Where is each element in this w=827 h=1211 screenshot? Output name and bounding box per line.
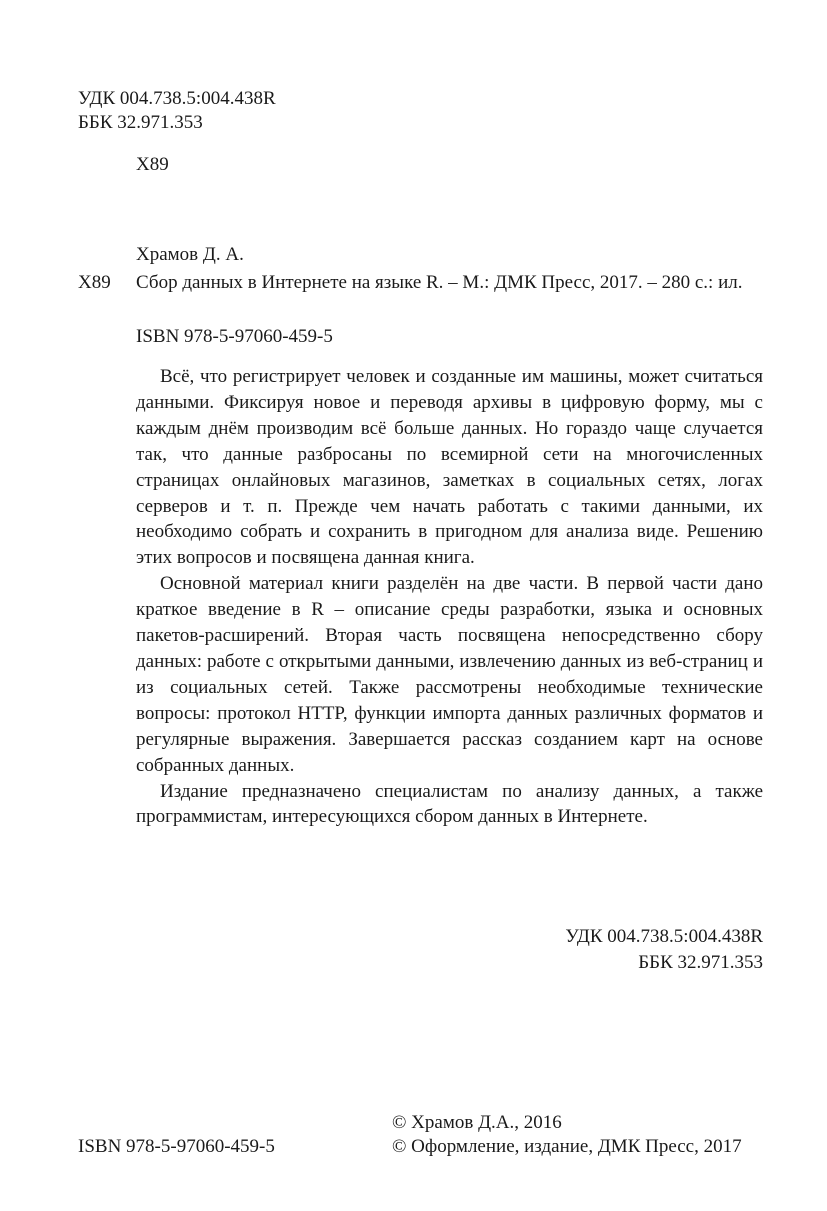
udk-code: УДК 004.738.5:004.438R: [78, 88, 276, 109]
annotation-paragraph: Основной материал книги разделён на две части. В первой части дано краткое введение в R – описание среды разработки, языка и основных пакетов-расширений. Вторая часть посвящена непосредственно сбору данных: работе с открытыми данными, извлечению данных из веб-страниц и из социальных сетей. Также рассмотрены необходимые технические вопросы: протокол HTTP, функции импорта данных различных форматов и регулярные выражения. Завершается рассказ созданием карт на основе собранных данных.: [136, 573, 763, 776]
author-mark-header: Х89: [136, 154, 169, 175]
bibliographic-title: Сбор данных в Интернете на языке R. – М.: ДМК Пресс, 2017. – 280 с.: ил.: [136, 272, 743, 293]
isbn-main: ISBN 978-5-97060-459-5: [136, 326, 333, 347]
bbk-code-bottom: ББК 32.971.353: [638, 952, 763, 973]
copyright-author: © Храмов Д.А., 2016: [392, 1112, 562, 1133]
annotation-paragraph: Всё, что регистрирует человек и созданные им машины, может считаться данными. Фиксируя новое и переводя архивы в цифровую форму, мы с каждым днём производим всё больше данных. Но гораздо чаще случается так, что данные разбросаны по всемирной сети на многочисленных страницах онлайновых магазинов, заметках в социальных сетях, логах серверов и т. п. Прежде чем начать работать с такими данными, их необходимо собрать и сохранить в пригодном для анализа виде. Решению этих вопросов и посвящена данная книга.: [136, 366, 763, 569]
udk-code-bottom: УДК 004.738.5:004.438R: [565, 926, 763, 947]
bbk-code: ББК 32.971.353: [78, 112, 203, 133]
isbn-bottom: ISBN 978-5-97060-459-5: [78, 1136, 275, 1157]
author-mark: Х89: [78, 272, 111, 293]
annotation-paragraph: Издание предназначено специалистам по анализу данных, а также программистам, интересующихся сбором данных в Интернете.: [136, 780, 763, 828]
author-name: Храмов Д. А.: [136, 244, 244, 265]
annotation: [136, 364, 763, 830]
copyright-publisher: © Оформление, издание, ДМК Пресс, 2017: [392, 1136, 742, 1157]
